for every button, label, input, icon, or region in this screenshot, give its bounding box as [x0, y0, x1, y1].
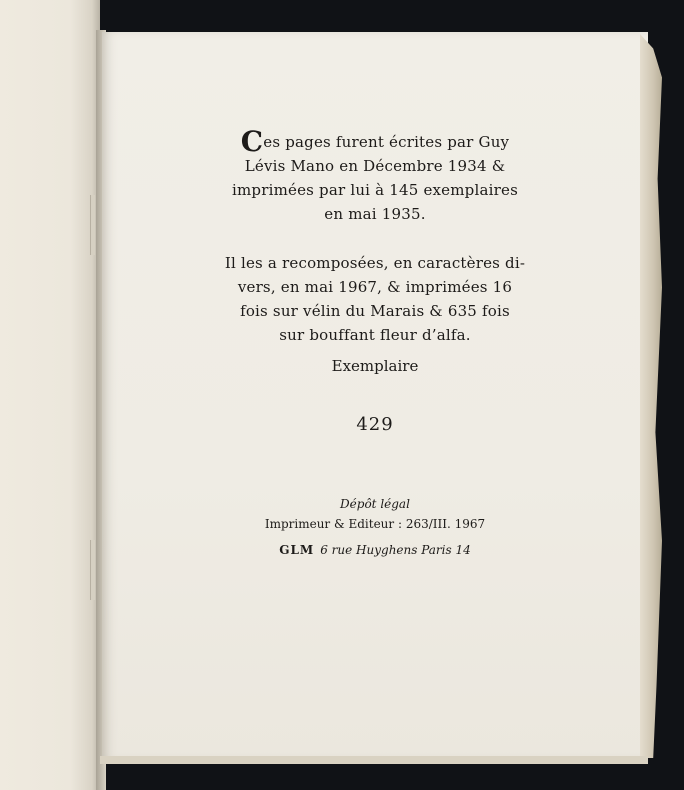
copy-number: 429 — [356, 414, 394, 435]
glm-logo: GLM — [279, 543, 315, 557]
binding-stitch — [90, 195, 95, 255]
depot-legal: Dépôt légal — [340, 497, 410, 511]
paragraph-2-line-4: sur bouffant fleur d’alfa. — [279, 326, 471, 344]
left-page — [0, 0, 100, 790]
paragraph-1-line-4: en mai 1935. — [324, 205, 426, 223]
exemplaire-label: Exemplaire — [331, 357, 419, 375]
binding-stitch — [90, 540, 95, 600]
paragraph-1 — [102, 125, 648, 226]
paragraph-1-line-1 — [102, 125, 648, 158]
paragraph-2-line-2: vers, en mai 1967, & imprimées 16 — [237, 278, 513, 296]
address-line — [102, 543, 648, 557]
address-text: 6 rue Huyghens Paris 14 — [320, 543, 471, 557]
paragraph-2-line-1: Il les a recomposées, en caractères di- — [224, 254, 526, 272]
paragraph-2 — [102, 251, 648, 347]
paragraph-1-line-2: Lévis Mano en Décembre 1934 & — [244, 157, 506, 175]
page-bottom-edge — [100, 756, 648, 764]
paragraph-1-line-1-text: es pages furent écrites par Guy — [263, 133, 510, 151]
paragraph-2-line-3: fois sur vélin du Marais & 635 fois — [240, 302, 510, 320]
paragraph-1-line-3: imprimées par lui à 145 exemplaires — [232, 181, 518, 199]
dropcap: C — [240, 125, 264, 158]
imprimeur-line: Imprimeur & Editeur : 263/III. 1967 — [264, 517, 486, 531]
